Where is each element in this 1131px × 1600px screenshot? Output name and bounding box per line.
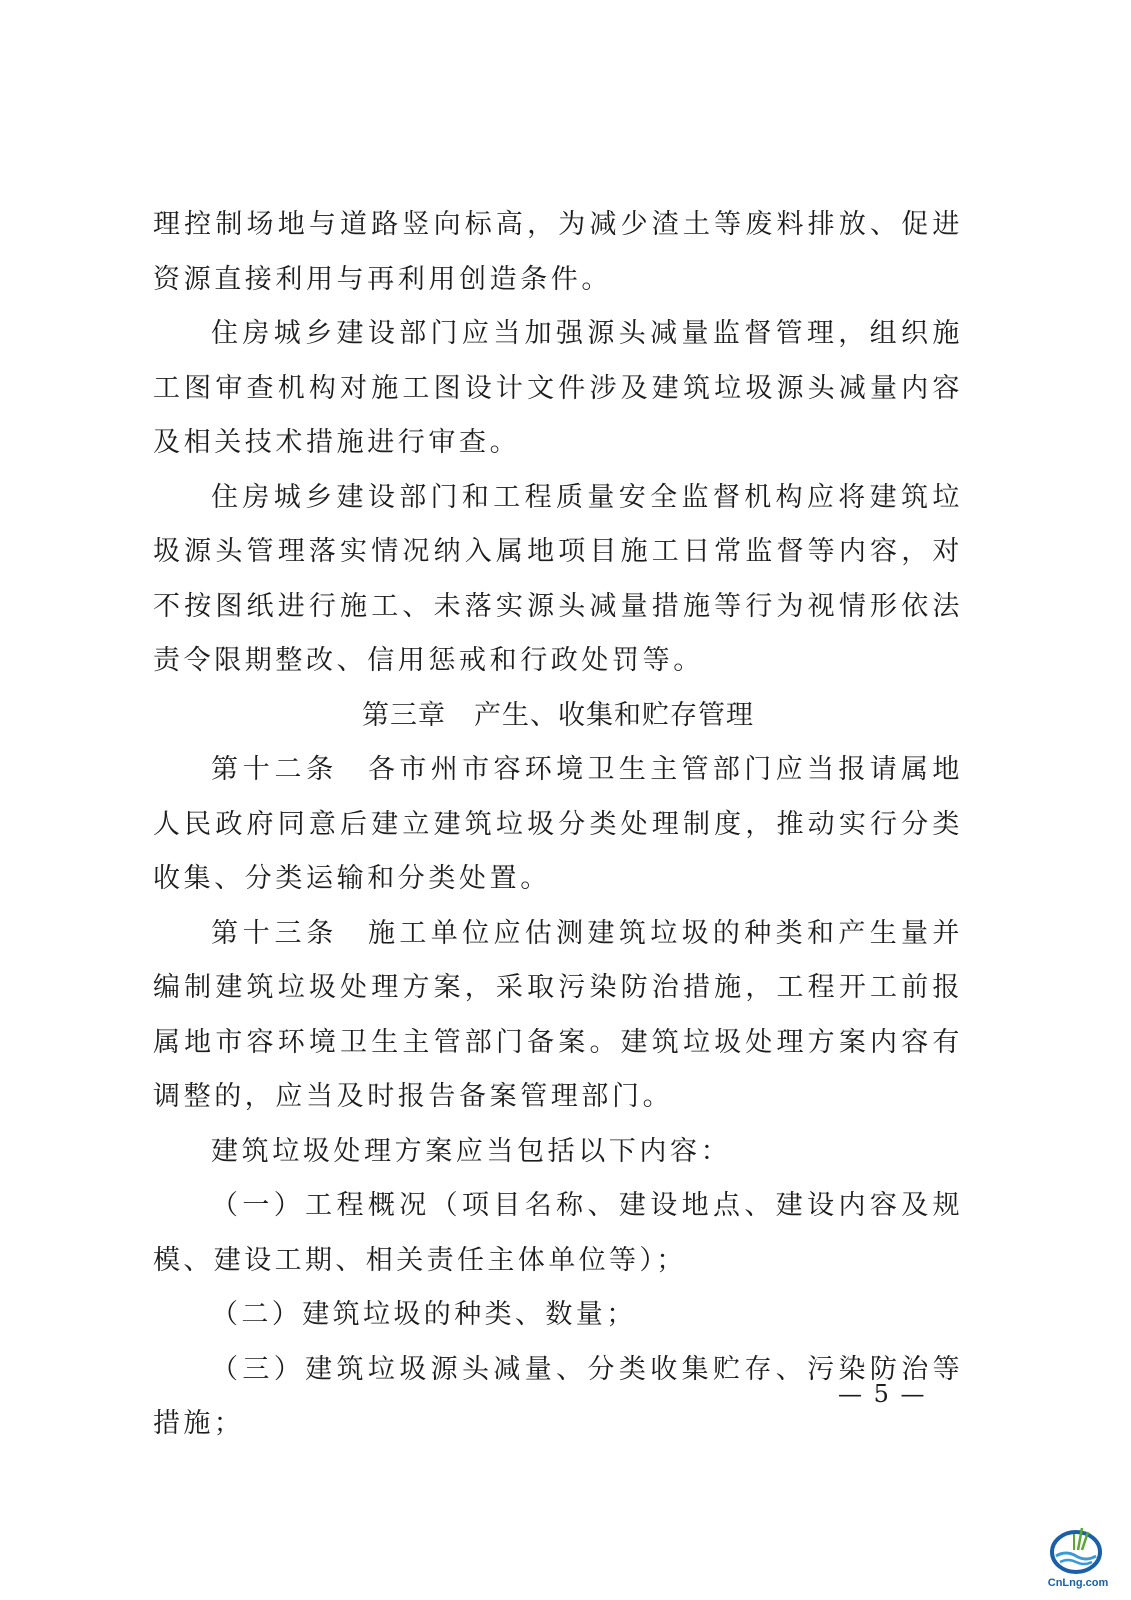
article-12	[153, 743, 963, 907]
article-13	[153, 907, 963, 1125]
plan-contents-intro: 建筑垃圾处理方案应当包括以下内容：	[211, 1135, 732, 1167]
paragraph-continuation: 理控制场地与道路竖向标高，为减少渣土等废料排放、促进资源直接利用与再利用创造条件。	[153, 209, 963, 295]
article-13-label: 第十三条	[211, 917, 339, 949]
article-12-text: 各市州市容环境卫生主管部门应当报请属地人民政府同意后建立建筑垃圾分类处理制度，推动实行分类收集、分类运输和分类处置。	[153, 754, 964, 894]
paragraph-supervision-enforcement: 住房城乡建设部门和工程质量安全监督机构应将建筑垃圾源头管理落实情况纳入属地项目施工日常监督等内容，对不按图纸进行施工、未落实源头减量措施等行为视情形依法责令限期整改、信用惩戒和行政处罚等。	[153, 481, 963, 676]
site-watermark-logo	[1038, 1520, 1118, 1592]
page-number: — 5 —	[838, 1380, 927, 1408]
article-13-text: 施工单位应估测建筑垃圾的种类和产生量并编制建筑垃圾处理方案，采取污染防治措施，工程开工前报属地市容环境卫生主管部门备案。建筑垃圾处理方案内容有调整的，应当及时报告备案管理部门。	[153, 917, 964, 1112]
chapter-heading: 第三章 产生、收集和贮存管理	[362, 699, 754, 731]
svg-text:CnLng.com: CnLng.com	[1047, 1577, 1109, 1589]
document-body	[153, 198, 963, 1452]
list-item-3: （三）建筑垃圾源头减量、分类收集贮存、污染防治等措施；	[153, 1353, 963, 1439]
list-item-2: （二）建筑垃圾的种类、数量；	[211, 1299, 637, 1330]
watermark-logo-icon	[1038, 1520, 1118, 1592]
article-12-label: 第十二条	[211, 754, 339, 785]
list-item-1: （一）工程概况（项目名称、建设地点、建设内容及规模、建设工期、相关责任主体单位等）；	[153, 1190, 963, 1276]
paragraph-source-reduction-supervision: 住房城乡建设部门应当加强源头减量监督管理，组织施工图审查机构对施工图设计文件涉及建筑垃圾源头减量内容及相关技术措施进行审查。	[153, 318, 963, 458]
